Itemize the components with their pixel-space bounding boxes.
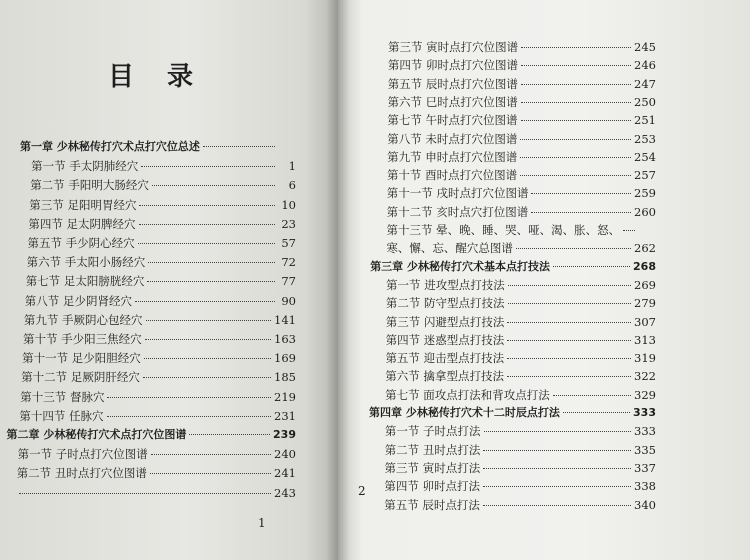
toc-entry-title: 第四节 卯时点打穴位图谱 [387,58,518,73]
toc-section-entry [385,388,656,402]
toc-page-number: 243 [274,485,296,500]
toc-section-entry [29,198,296,212]
dot-leader [143,377,271,378]
toc-entry-title: 第十三节 晕、晚、睡、哭、哑、渴、胀、怒、 [386,223,621,237]
toc-section-entry [16,486,296,500]
toc-section-entry [30,178,296,192]
toc-section-entry [26,274,296,288]
toc-entry-title: 第四节 足太阴脾经穴 [28,216,136,231]
toc-page-number: 254 [634,149,656,164]
toc-entry-title: 寒、懈、忘、醒穴总图谱 [386,241,513,256]
toc-page-number: 57 [281,236,296,250]
dot-leader [139,205,275,206]
toc-entry-title: 第三节 闪避型点打技法 [385,314,505,329]
toc-page-number: 259 [634,186,656,201]
toc-entry-title: 第八节 未时点打穴位图谱 [387,131,518,146]
toc-entry-title: 第一章 少林秘传打穴术点打穴位总述 [20,140,200,153]
toc-section-entry [388,58,656,72]
toc-entry-title: 第五节 手少阴心经穴 [27,236,135,250]
toc-entry-title: 第七节 午时点打穴位图谱 [387,113,518,128]
toc-section-entry [388,77,656,91]
toc-entry-title: 第七节 足太阳膀胱经穴 [25,274,145,289]
toc-section-entry [388,95,656,109]
toc-section-entry [387,168,656,182]
toc-entry-title: 第三节 寅时点打法 [384,460,481,475]
toc-page-number: 340 [634,497,656,512]
toc-entry-title: 第六节 手太阳小肠经穴 [26,255,146,270]
dot-leader [563,412,630,413]
toc-entry-title: 第十节 酉时点打穴位图谱 [386,168,518,183]
toc-page-number: 279 [634,296,656,311]
toc-page-number: 269 [634,277,656,292]
dot-leader [107,416,271,417]
toc-section-entry [387,113,656,127]
toc-entry-title: 第一节 进攻型点打技法 [386,277,505,292]
dot-leader [516,248,631,249]
dot-leader [507,340,631,341]
toc-page-number: 257 [634,168,656,183]
toc-section-entry [20,390,296,404]
dot-leader [507,322,631,323]
toc-entry-title: 第九节 申时点打穴位图谱 [387,149,518,164]
toc-section-entry [386,241,656,255]
toc-section-entry [18,447,296,461]
toc-chapter-entry [370,260,656,274]
toc-entry-title: 第十三节 督脉穴 [20,389,105,404]
book-gutter [326,0,350,560]
toc-page-number: 241 [274,466,296,481]
dot-leader [151,454,271,455]
dot-leader [483,486,631,487]
toc-section-entry [23,332,296,346]
dot-leader [508,285,631,286]
dot-leader [189,434,270,435]
dot-leader [141,166,275,167]
toc-entry-title: 第二章 少林秘传打穴术点打穴位图谱 [6,428,187,441]
toc-entry-title: 第十二节 足厥阴肝经穴 [21,370,140,385]
toc-page-number: 239 [273,428,296,441]
dot-leader [150,473,271,474]
toc-entry-title: 第三节 足阳明胃经穴 [29,197,137,212]
toc-entry-title: 第五节 辰时点打穴位图谱 [387,76,518,91]
toc-page-number: 163 [274,332,296,346]
toc-section-entry [388,40,656,54]
dot-leader [521,102,631,103]
toc-entry-title: 第五节 辰时点打法 [384,497,480,512]
toc-entry-title: 第十四节 任脉穴 [19,408,104,423]
toc-page-number: 319 [634,351,656,366]
toc-page-number: 322 [634,369,656,384]
toc-section-entry [385,351,656,365]
toc-entry-title: 第三节 寅时点打穴位图谱 [388,40,519,54]
right-page [338,0,750,560]
dot-leader [152,185,275,186]
dot-leader [507,376,631,377]
toc-section-entry [386,333,656,347]
toc-section-entry [17,466,296,480]
toc-page-number: 253 [634,131,656,146]
toc-page-number: 72 [281,255,296,270]
dot-leader [520,175,631,176]
dot-leader [107,397,271,398]
toc-entry-title: 第五节 迎击型点打技法 [385,351,505,366]
toc-entry-title: 第二节 手阳明大肠经穴 [30,178,149,193]
dot-leader [521,120,631,121]
dot-leader [483,450,631,451]
toc-section-entry [385,369,656,383]
toc-page-number: 250 [634,94,656,109]
toc-title: 目 录 [108,62,206,92]
dot-leader [521,65,631,66]
toc-page-number: 333 [634,424,656,439]
dot-leader [19,493,271,494]
dot-leader [623,230,635,231]
toc-page-number: 141 [274,312,296,327]
toc-entry-title: 第二节 丑时点打穴位图谱 [16,466,147,481]
toc-entry-title: 第十节 手少阳三焦经穴 [23,332,142,346]
toc-section-entry [385,461,656,475]
toc-section-entry [384,498,656,512]
toc-entry-title: 第一节 手太阴肺经穴 [31,159,139,174]
toc-chapter-entry [20,140,296,154]
toc-entry-title: 第一节 子时点打法 [384,424,481,439]
toc-section-entry [21,370,296,384]
dot-leader [484,431,632,432]
toc-entry-title: 第一节 子时点打穴位图谱 [17,447,148,462]
toc-entry-title: 第六节 擒拿型点打技法 [385,369,504,384]
toc-section-entry [28,217,296,231]
toc-section-entry [386,278,656,292]
toc-entry-title: 第七节 面攻点打法和背攻点打法 [385,387,550,402]
toc-page-number: 231 [274,408,296,423]
toc-page-number: 338 [634,479,656,494]
toc-page-number: 335 [634,442,656,457]
left-page [0,0,338,560]
left-page-number: 1 [258,516,266,530]
toc-section-entry [387,205,656,219]
toc-page-number: 23 [281,216,296,231]
toc-section-entry [387,186,656,200]
toc-section-entry [25,294,296,308]
toc-entry-title: 第四章 少林秘传打穴术十二时辰点打法 [369,406,560,419]
toc-page-number: 245 [634,40,656,54]
toc-page-number: 169 [274,351,296,366]
toc-chapter-entry [7,428,297,442]
toc-entry-title: 第四节 卯时点打法 [384,479,481,494]
toc-section-entry [387,150,656,164]
dot-leader [521,47,631,48]
toc-page-number: 6 [288,178,296,193]
dot-leader [135,301,275,302]
dot-leader [508,303,631,304]
dot-leader [145,339,271,340]
toc-entry-title: 第九节 手厥阴心包经穴 [23,312,143,327]
toc-page-number: 1 [288,159,296,174]
toc-chapter-entry [369,406,656,420]
right-page-number: 2 [358,484,366,498]
toc-section-entry [19,409,296,423]
toc-entry-title: 第二节 防守型点打技法 [385,296,505,311]
toc-section-entry [385,443,656,457]
toc-section-entry [386,315,656,329]
toc-page-number: 247 [634,76,656,91]
toc-section-entry [385,424,656,438]
toc-entry-title: 第十一节 戌时点打穴位图谱 [386,186,529,201]
toc-entry-title: 第八节 足少阴肾经穴 [24,293,132,308]
dot-leader [553,266,630,267]
toc-page-number: 219 [274,389,296,404]
toc-entry-title: 第三章 少林秘传打穴术基本点打技法 [370,259,551,273]
dot-leader [146,320,271,321]
dot-leader [147,281,275,282]
dot-leader [138,243,275,244]
toc-page-number: 240 [274,447,296,462]
toc-entry-title: 第六节 巳时点打穴位图谱 [387,94,518,109]
toc-section-entry [384,479,656,493]
dot-leader [203,146,275,147]
toc-page-number: 313 [634,332,656,347]
dot-leader [483,505,631,506]
right-toc-list [338,0,750,560]
dot-leader [520,139,631,140]
dot-leader [483,468,631,469]
toc-page-number: 307 [634,314,656,329]
toc-page-number: 333 [633,406,656,419]
toc-section-entry [22,351,296,365]
toc-page-number: 10 [281,197,296,212]
dot-leader [520,157,631,158]
toc-page-number: 251 [634,113,656,128]
toc-page-number: 185 [274,370,296,385]
toc-entry-title: 第十二节 亥时点穴打位图谱 [386,204,529,219]
toc-page-number: 262 [634,241,656,256]
toc-entry-title: 第十一节 足少阳胆经穴 [22,351,141,366]
toc-page-number: 260 [634,204,656,219]
toc-entry-title: 第二节 丑时点打法 [384,442,481,457]
toc-section-entry [27,255,296,269]
toc-section-entry [24,313,296,327]
dot-leader [139,224,275,225]
dot-leader [521,84,631,85]
toc-section-entry [387,132,656,146]
toc-section-entry [28,236,297,250]
toc-page-number: 90 [281,293,296,308]
toc-section-entry [31,159,296,173]
toc-page-number: 77 [281,274,296,289]
toc-page-number: 329 [634,387,656,402]
toc-page-number: 268 [633,259,656,273]
toc-page-number: 246 [634,58,656,73]
left-toc-list [0,0,338,560]
dot-leader [531,193,631,194]
toc-entry-title: 第四节 迷惑型点打技法 [385,332,505,347]
dot-leader [507,358,631,359]
dot-leader [531,212,631,213]
dot-leader [553,395,631,396]
toc-section-entry [387,223,657,237]
dot-leader [144,358,271,359]
dot-leader [148,262,275,263]
toc-page-number: 337 [634,460,656,475]
toc-section-entry [386,296,656,310]
